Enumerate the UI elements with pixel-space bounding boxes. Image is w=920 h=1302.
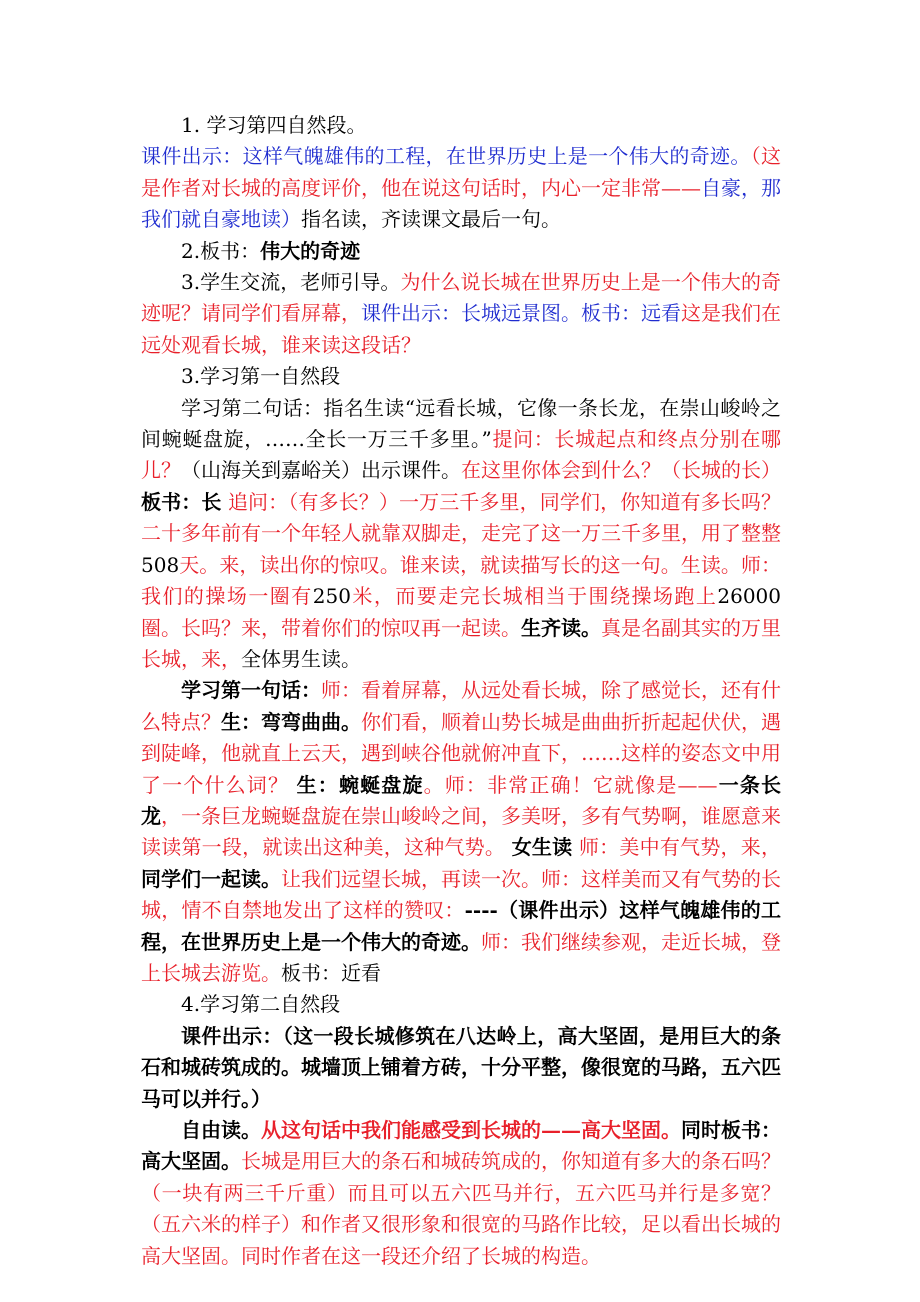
text-run: 和作者又很形象和很宽的马路作比较，足以看出长城的高大坚固。同时作者在这一段还介绍了长城的构造。 [141,1212,781,1268]
text-run: 508 [141,552,180,577]
paragraph [141,236,781,267]
text-run: 全体男生读。 [241,646,361,671]
text-run: 师：美中有气势，来， [572,835,782,860]
text-run: 追问：（有多长？）一万三千多里，同学们，你知道有多长吗？二十多年前有一个年轻人就靠双脚走，走完了这一万三千多里，用了整整 [141,489,782,546]
paragraph [141,989,781,1020]
text-run: 3.学习第一自然段 [181,364,341,389]
text-run: （这是作者对长城的高度评价，他在说这句话时，内心一定非常—— [141,144,782,200]
paragraph [141,393,781,676]
text-run: 一条长龙 [141,772,782,828]
text-run: 3.学生交流，老师引导。 [181,270,401,295]
text-run: 提问：长城起点和终点分别在哪儿？ [141,427,782,483]
text-run: 伟大的奇迹 [260,238,361,263]
text-run: 真是名副其实的万里长城，来， [141,615,781,671]
text-run: 26000 [717,584,781,609]
text-run: ，一条巨龙蜿蜒盘旋在崇山峻岭之间，多美呀，多有气势啊，谁愿意来读读第一段，就读出这种美，这种气势。 [141,803,781,860]
text-run: 让我们远望长城，再读一次。师：这样美而又有气势的长城，情不自禁地发出了这样的赞叹： [141,866,781,923]
text-run: 同学们一起读。 [141,866,281,891]
paragraph [141,110,781,141]
text-run: 学习第一句话： [181,678,321,703]
text-run: 课件出示：（这一段长城修筑在八达岭上，高大坚固，是用巨大的条石和城砖筑成的。城墙顶上铺着方砖，十分平整，像很宽的马路，五六匹马可以并行。） [141,1023,781,1111]
text-run: 米，而要走完长城相当于围绕操场跑上 [350,584,718,609]
text-run: 而且可以五六匹马并行，五六匹马并行是多宽？（五六米的样子） [141,1180,782,1237]
text-run: 自豪，那我们就自豪地读） [141,175,781,232]
paragraph [141,1021,781,1115]
text-run: 生：蜿蜒盘旋 [296,772,424,797]
document-page [141,110,781,1272]
text-run: 自由读。 [181,1118,261,1142]
text-run: 指名读，齐读课文最后一句。 [301,207,561,232]
text-run: 天。来，读出你的惊叹。谁来读，就读描写长的这一句。生读。师：我们的操场一圈有 [141,552,781,609]
text-run: 板书：长 [141,489,222,514]
paragraph [141,267,781,361]
text-run: 同时板书：高大坚固。 [141,1118,781,1174]
text-run: 2.板书： [181,238,261,263]
text-run: 在这里你体会到什么？（长城的长） [461,458,781,483]
text-run: 师：我们继续参观，走近长城，登上长城去游览。 [141,929,781,985]
text-run: 学习第二句话：指名生读“远看长城，它像一条长龙，在崇山峻岭之间蜿蜒盘旋，……全长一万三千多里。” [141,395,781,452]
text-run: ----（课件出示）这样气魄雄伟的工程，在世界历史上是一个伟大的奇迹。 [141,898,781,954]
text-run: 为什么说长城在世界历史上是一个伟大的奇迹呢？请同学们看屏幕， [141,270,781,326]
text-run: 圈。长吗？来，带着你们的惊叹再一起读。 [141,615,521,640]
paragraph [141,675,781,989]
paragraph [141,361,781,392]
paragraph [141,1115,781,1272]
text-run: 你们看，顺着山势长城是曲曲折折起起伏伏，遇到陡峰，他就直上云天，遇到峡谷他就俯冲直下，……这样的姿态文中用了一个什么词？ [141,709,781,797]
text-run: 课件出示：长城远景图。板书：远看 [361,301,681,326]
text-run: 250 [312,584,351,609]
text-run: 师：看着屏幕，从远处看长城，除了感觉长，还有什么特点？ [141,678,781,734]
text-run: 课件出示：这样气魄雄伟的工程，在世界历史上是一个伟大的奇迹。 [141,144,751,169]
paragraph [141,141,781,235]
text-run: 女生读 [511,835,573,860]
text-run: 生：弯弯曲曲。 [221,709,361,734]
text-run: 长城是用巨大的条石和城砖筑成的，你知道有多大的条石吗？（一块有两三千斤重） [141,1149,781,1205]
text-run: 板书：近看 [281,960,381,985]
text-run: 这是我们在远处观看长城，谁来读这段话？ [141,301,781,357]
text-run: 。师：非常正确！它就像是—— [423,772,718,797]
text-run: 从这句话中我们能感受到长城的——高大坚固。 [261,1118,681,1142]
text-run: （山海关到嘉峪关）出示课件。 [181,458,461,483]
text-run: 4.学习第二自然段 [181,992,341,1017]
text-run: 生齐读。 [521,615,601,640]
text-run: 1. 学习第四自然段。 [181,113,367,137]
